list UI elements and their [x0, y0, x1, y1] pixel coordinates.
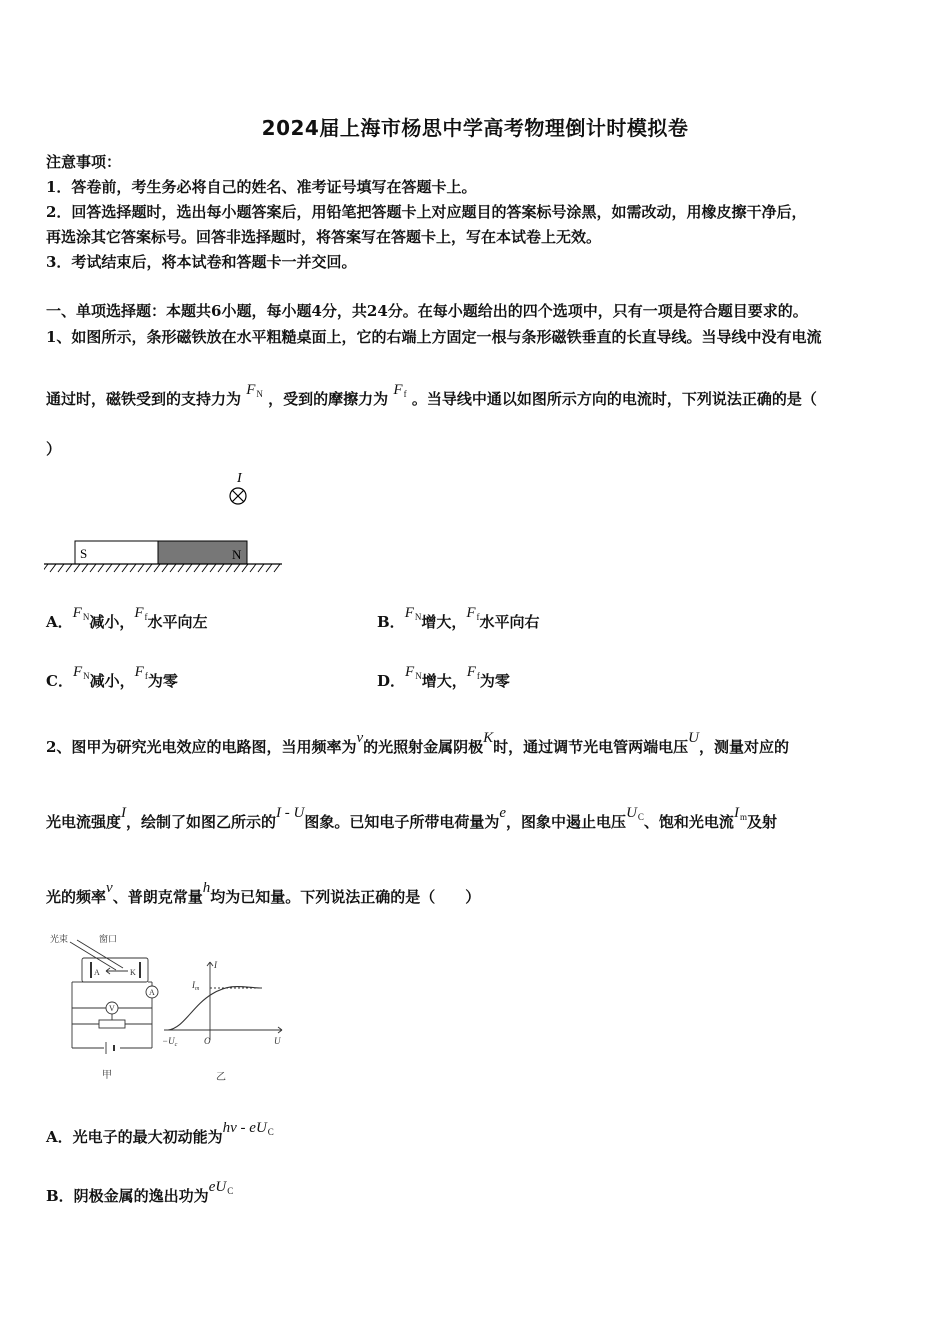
window-label: 窗口 [99, 934, 118, 944]
q2-line-2: 光电流强度I，绘制了如图乙所示的I - U图象。已知电子所带电荷量为e，图象中遏止电压$U_C$、饱和光电流$I_m$及射 [46, 805, 777, 831]
light-beam-2 [77, 940, 123, 968]
beam-label: 光束 [50, 934, 69, 944]
hatch-mark [58, 564, 64, 572]
hatch-mark [146, 564, 152, 572]
graph-yi [162, 960, 282, 1083]
hatch-mark [202, 564, 208, 572]
hatch-mark [130, 564, 136, 572]
hatch-mark [154, 564, 160, 572]
q2-line-1: 2、图甲为研究光电效应的电路图，当用频率为v的光照射金属阴极K时，通过调节光电管两端电压U，测量对应的 [46, 730, 790, 756]
symbol-U: U [688, 730, 700, 746]
magnet-figure [44, 466, 284, 578]
page-title: 2024届上海市杨思中学高考物理倒计时模拟卷 [261, 116, 689, 140]
hatch-mark [106, 564, 112, 572]
symbol-Im: $I_m$ [733, 805, 747, 822]
hatch-mark [234, 564, 240, 572]
caption-yi: 乙 [216, 1072, 226, 1083]
hatch-mark [258, 564, 264, 572]
symbol-IU: I - U [276, 805, 305, 821]
origin-label: O [204, 1036, 211, 1046]
symbol-FN: $F_N$ [404, 605, 422, 622]
notice-item-3: 3．考试结束后，将本试卷和答题卡一并交回。 [46, 253, 357, 271]
neg-uc-label: $-U_c$ [162, 1036, 178, 1048]
symbol-Ff: $F_f$ [466, 664, 480, 681]
rheostat [99, 1020, 125, 1028]
symbol-v: v [356, 730, 364, 746]
electron-arrowhead-1 [106, 968, 110, 971]
q2-option-a[interactable]: A．光电子的最大初动能为hv - $eU_C$ [46, 1120, 274, 1146]
hatch-mark [50, 564, 56, 572]
light-beam-1 [70, 942, 116, 970]
im-label: $I_m$ [192, 980, 200, 992]
hatch-mark [162, 564, 168, 572]
hatch-mark [274, 564, 280, 572]
symbol-FN: $F_N$ [246, 382, 263, 399]
hatch-mark [170, 564, 176, 572]
hatch-mark [218, 564, 224, 572]
hatch-mark [82, 564, 88, 572]
hatch-mark [66, 564, 72, 572]
hatch-mark [226, 564, 232, 572]
hatch-mark [242, 564, 248, 572]
q1-option-a[interactable]: A．$F_N$减小，$F_f$水平向左 [46, 605, 208, 631]
symbol-h: h [202, 880, 211, 896]
expr-hv-euc: hv - $eU_C$ [222, 1120, 274, 1137]
q1-text-b: ，受到的摩擦力为 [268, 390, 389, 408]
q1-line-1: 1、如图所示，条形磁铁放在水平粗糙桌面上，它的右端上方固定一根与条形磁铁垂直的长直导线。当导线中没有电流 [46, 328, 822, 346]
hatch-mark [114, 564, 120, 572]
symbol-Ff: $F_f$ [393, 382, 407, 399]
q1-line-3: ） [46, 440, 62, 458]
notice-heading: 注意事项： [46, 153, 122, 171]
symbol-FN: $F_N$ [72, 605, 90, 622]
notice-item-2: 2．回答选择题时，选出每小题答案后，用铅笔把答题卡上对应题目的答案标号涂黑，如需改动，用橡皮擦干净后， [46, 203, 807, 221]
anode-label: A [94, 968, 100, 977]
voltmeter-label: V [109, 1004, 115, 1013]
hatch-mark [194, 564, 200, 572]
symbol-e: e [499, 805, 507, 821]
symbol-FN: $F_N$ [405, 664, 422, 681]
hatch-mark [178, 564, 184, 572]
hatch-mark [44, 564, 48, 572]
notice-item-2-cont: 再选涂其它答案标号。回答非选择题时，将答案写在答题卡上，写在本试卷上无效。 [46, 228, 602, 246]
q1-text-a: 通过时，磁铁受到的支持力为 [46, 390, 242, 408]
hatch-mark [98, 564, 104, 572]
q1-option-b[interactable]: B．$F_N$增大，$F_f$水平向右 [377, 605, 540, 631]
q1-line-2 [46, 382, 817, 409]
symbol-I: I [121, 805, 127, 821]
symbol-v: v [106, 880, 113, 896]
hatch-mark [90, 564, 96, 572]
symbol-Ff: $F_f$ [466, 605, 480, 622]
symbol-Uc: $U_C$ [626, 805, 644, 822]
section-heading: 一、单项选择题：本题共6小题，每小题4分，共24分。在每小题给出的四个选项中，只有一项是符合题目要求的。 [46, 302, 808, 320]
symbol-Ff: $F_f$ [134, 664, 148, 681]
hatch-mark [266, 564, 272, 572]
symbol-Ff: $F_f$ [134, 605, 148, 622]
iu-curve [168, 987, 262, 1031]
q1-option-d[interactable]: D．$F_N$增大，$F_f$为零 [377, 664, 510, 690]
current-label: I [237, 471, 242, 486]
i-axis-label: I [214, 960, 217, 970]
hatch-mark [74, 564, 80, 572]
s-label: S [80, 546, 88, 561]
notice-item-1: 1．答卷前，考生务必将自己的姓名、准考证号填写在答题卡上。 [46, 178, 477, 196]
expr-euc: $eU_C$ [208, 1179, 234, 1196]
q2-line-3: 光的频率v、普朗克常量h均为已知量。下列说法正确的是（ ） [46, 880, 481, 906]
hatch-mark [210, 564, 216, 572]
electron-arrowhead-2 [106, 971, 110, 974]
q2-option-b[interactable]: B．阴极金属的逸出功为$eU_C$ [46, 1179, 234, 1205]
cathode-label: K [130, 968, 136, 977]
n-label: N [232, 547, 242, 562]
circuit-jia [50, 933, 158, 1081]
hatch-mark [250, 564, 256, 572]
symbol-FN: $F_N$ [72, 664, 90, 681]
symbol-K: K [483, 730, 494, 746]
hatch-mark [122, 564, 128, 572]
caption-jia: 甲 [102, 1070, 112, 1081]
hatch-mark [186, 564, 192, 572]
magnet-south [75, 541, 158, 564]
q1-text-c: 。当导线中通以如图所示方向的电流时，下列说法正确的是（ [411, 390, 817, 408]
u-axis-label: U [274, 1036, 281, 1046]
hatch-mark [138, 564, 144, 572]
q1-option-c[interactable]: C．$F_N$减小，$F_f$为零 [46, 664, 178, 690]
ammeter-label: A [149, 988, 155, 997]
photoelectric-figure [44, 928, 294, 1084]
table-hatching [44, 564, 280, 572]
